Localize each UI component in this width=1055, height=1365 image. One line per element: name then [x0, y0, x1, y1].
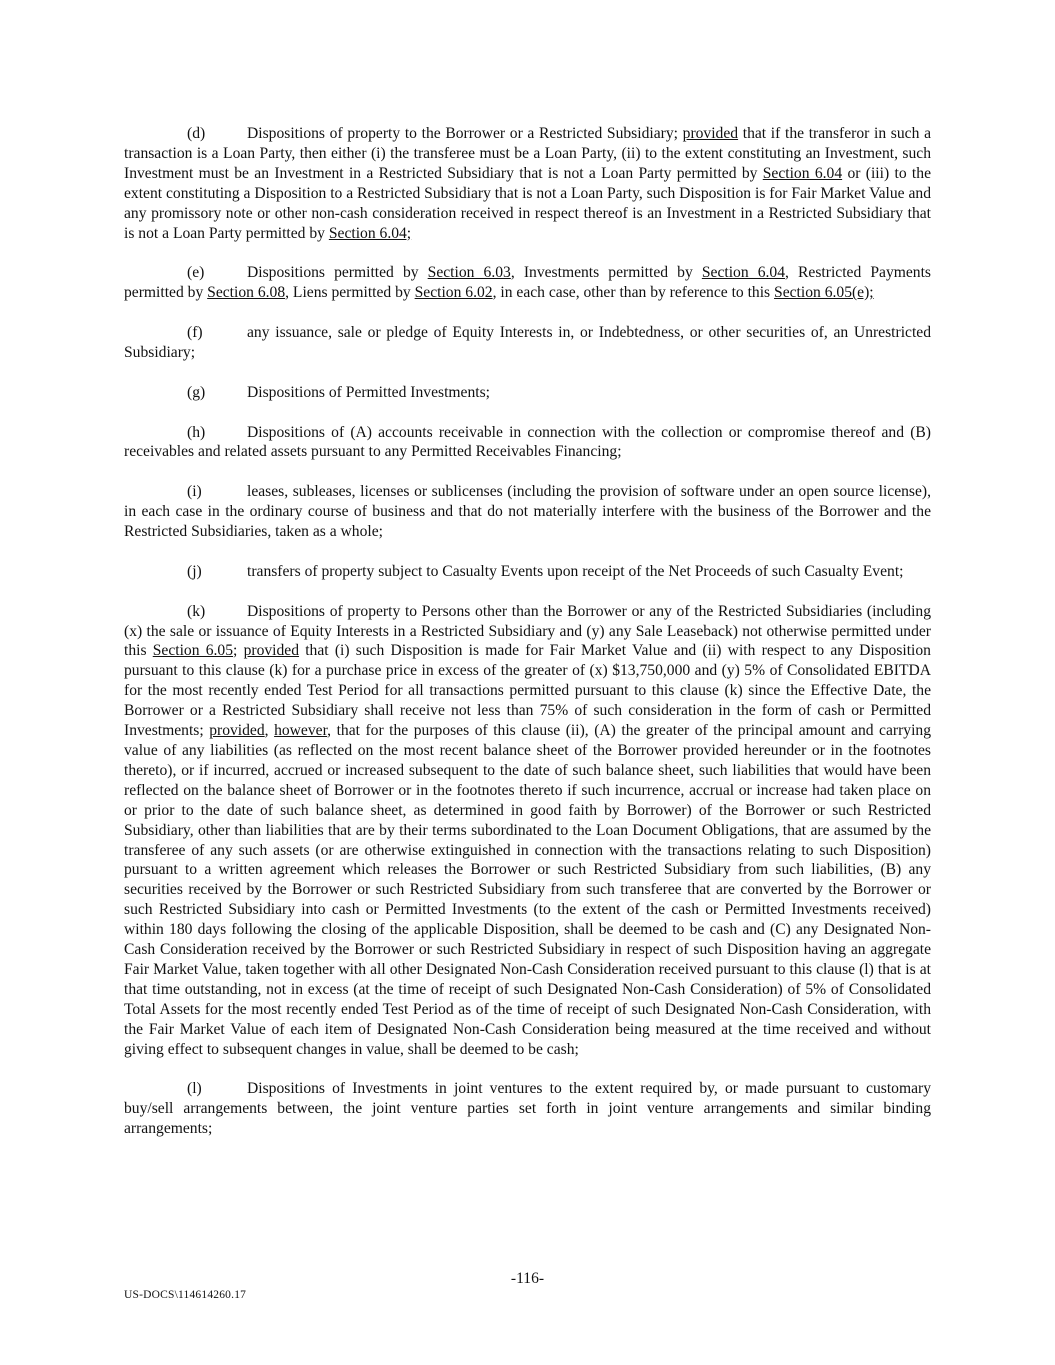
clause-marker: (k): [187, 602, 206, 620]
clause-text: , Restricted Payments permitted by: [124, 264, 931, 302]
clause-paragraph: [124, 423, 931, 463]
underlined-reference: Section 6.04: [762, 164, 843, 182]
clause-text: transfers of property subject to Casualty Events upon receipt of the Net Proceeds of such Casualty Event;: [247, 562, 904, 580]
page-number: -116-: [510, 1270, 545, 1287]
clause-text: Dispositions permitted by: [247, 264, 428, 282]
underlined-reference: Section 6.02: [414, 284, 493, 302]
underlined-reference: Section 6.05: [152, 642, 234, 660]
clause-text: Dispositions of property to Persons other than the Borrower or any of the Restricted Subsidiaries (including (x) the sale or issuance of Equity Interests in a Restricted Subsidiary and (y) any Sale Leaseback) not otherwise permitted under this: [124, 602, 931, 660]
underlined-reference: provided: [209, 722, 265, 740]
clause-paragraph: [124, 1079, 931, 1139]
clause-paragraph: [124, 383, 931, 403]
clause-text: Dispositions of Investments in joint ventures to the extent required by, or made pursuant to customary buy/sell arrangements between, the joint venture parties set forth in joint venture arrangements and similar binding arrangements;: [124, 1080, 931, 1138]
clause-marker: (g): [187, 383, 206, 401]
clause-text: leases, subleases, licenses or sublicenses (including the provision of software under an open source license), in each case in the ordinary course of business and that do not materially interfere with the business of the Borrower and the Restricted Subsidiaries, taken as a whole;: [124, 483, 931, 541]
clause-marker: (f): [187, 324, 203, 342]
underlined-reference: Section 6.04;: [328, 224, 412, 242]
underlined-reference: however: [274, 722, 328, 740]
underlined-reference: Section 6.04: [701, 264, 786, 282]
document-body: [124, 124, 931, 1159]
clause-paragraph: [124, 482, 931, 542]
clause-marker: (i): [187, 483, 202, 501]
clause-paragraph: [124, 602, 931, 1060]
underlined-reference: Section 6.05(e);: [774, 284, 874, 302]
clause-paragraph: [124, 263, 931, 303]
underlined-reference: Section 6.03: [427, 264, 511, 282]
clause-text: , in each case, other than by reference to this: [492, 284, 775, 302]
clause-text: that if the transferor in such a transaction is a Loan Party, then either (i) the transferee must be a Loan Party, (ii) to the extent constituting an Investment, such Investment must be an Investment in a Restricted Subsidiary that is not a Loan Party permitted by: [124, 125, 931, 182]
clause-text: Dispositions of property to the Borrower or a Restricted Subsidiary;: [247, 125, 683, 142]
clause-text: ,: [264, 722, 275, 740]
clause-text: ;: [233, 642, 244, 660]
clause-paragraph: [124, 562, 931, 582]
clause-marker: (d): [187, 125, 206, 142]
clause-text: , that for the purposes of this clause (ii), (A) the greater of the principal amount and carrying value of any liabilities (as reflected on the most recent balance sheet of the Borrower provided hereunder or in the footnotes thereto), or if incurred, accrued or increased subsequent to the date of such balance sheet, such liabilities that would have been reflected on the balance sheet of Borrower or in the footnotes thereto if such incurrence, accrual or increase had taken place on or prior to the date of such balance sheet, as determined in good faith by Borrower) of the Borrower or such Restricted Subsidiary, other than liabilities that are by their terms subordinated to the Loan Document Obligations, that are assumed by the transferee of any such assets (or are otherwise extinguished in connection with the transactions relating to such Disposition) pursuant to a written agreement which releases the Borrower or such Restricted Subsidiary from such liabilities, (B) any securities received by the Borrower or such Restricted Subsidiary from such transferee that are converted by the Borrower or such Restricted Subsidiary into cash or Permitted Investments (to the extent of the cash or Permitted Investments received) within 180 days following the closing of the applicable Disposition, shall be deemed to be cash and (C) any Designated Non-Cash Consideration received by the Borrower or such Restricted Subsidiary in respect of such Disposition having an aggregate Fair Market Value, taken together with all other Designated Non-Cash Consideration received pursuant to this clause (l) that is at that time outstanding, not in excess (at the time of receipt of such Designated Non-Cash Consideration) of 5% of Consolidated Total Assets for the most recently ended Test Period as of the time of receipt of such Designated Non-Cash Consideration, with the Fair Market Value of each item of Designated Non-Cash Consideration being measured at the time received and without giving effect to subsequent changes in value, shall be deemed to be cash;: [124, 722, 932, 1058]
underlined-reference: Section 6.08: [207, 284, 286, 302]
clause-paragraph: [124, 124, 931, 243]
clause-text: , Investments permitted by: [510, 264, 702, 282]
clause-text: or (iii) to the extent constituting a Disposition to a Restricted Subsidiary that is not a Loan Party, such Disposition is for Fair Market Value and any promissory note or other non-cash consideration received in respect thereof is an Investment in a Restricted Subsidiary that is not a Loan Party permitted by: [124, 164, 931, 242]
clause-text: that (i) such Disposition is made for Fair Market Value and (ii) with respect to any Disposition pursuant to this clause (k) for a purchase price in excess of the greater of (x) $13,750,000 and (y) 5% of Consolidated EBITDA for the most recently ended Test Period for all transactions permitted pursuant to this clause (k) since the Effective Date, the Borrower or a Restricted Subsidiary shall receive not less than 75% of such consideration in the form of cash or Permitted Investments;: [124, 642, 931, 740]
clause-text: , Liens permitted by: [285, 284, 415, 302]
clause-marker: (l): [187, 1080, 202, 1098]
clause-marker: (j): [187, 562, 202, 580]
clause-text: Dispositions of (A) accounts receivable in connection with the collection or compromise thereof and (B) receivables and related assets pursuant to any Permitted Receivables Financing;: [124, 423, 931, 461]
underlined-reference: provided: [682, 125, 739, 142]
clause-text: Dispositions of Permitted Investments;: [247, 383, 490, 401]
underlined-reference: provided: [243, 642, 300, 660]
document-id: US-DOCS\114614260.17: [124, 1289, 247, 1301]
clause-marker: (e): [187, 264, 205, 282]
clause-marker: (h): [187, 423, 206, 441]
clause-text: any issuance, sale or pledge of Equity Interests in, or Indebtedness, or other securities of, an Unrestricted Subsidiary;: [124, 324, 931, 361]
clause-paragraph: [124, 323, 931, 363]
